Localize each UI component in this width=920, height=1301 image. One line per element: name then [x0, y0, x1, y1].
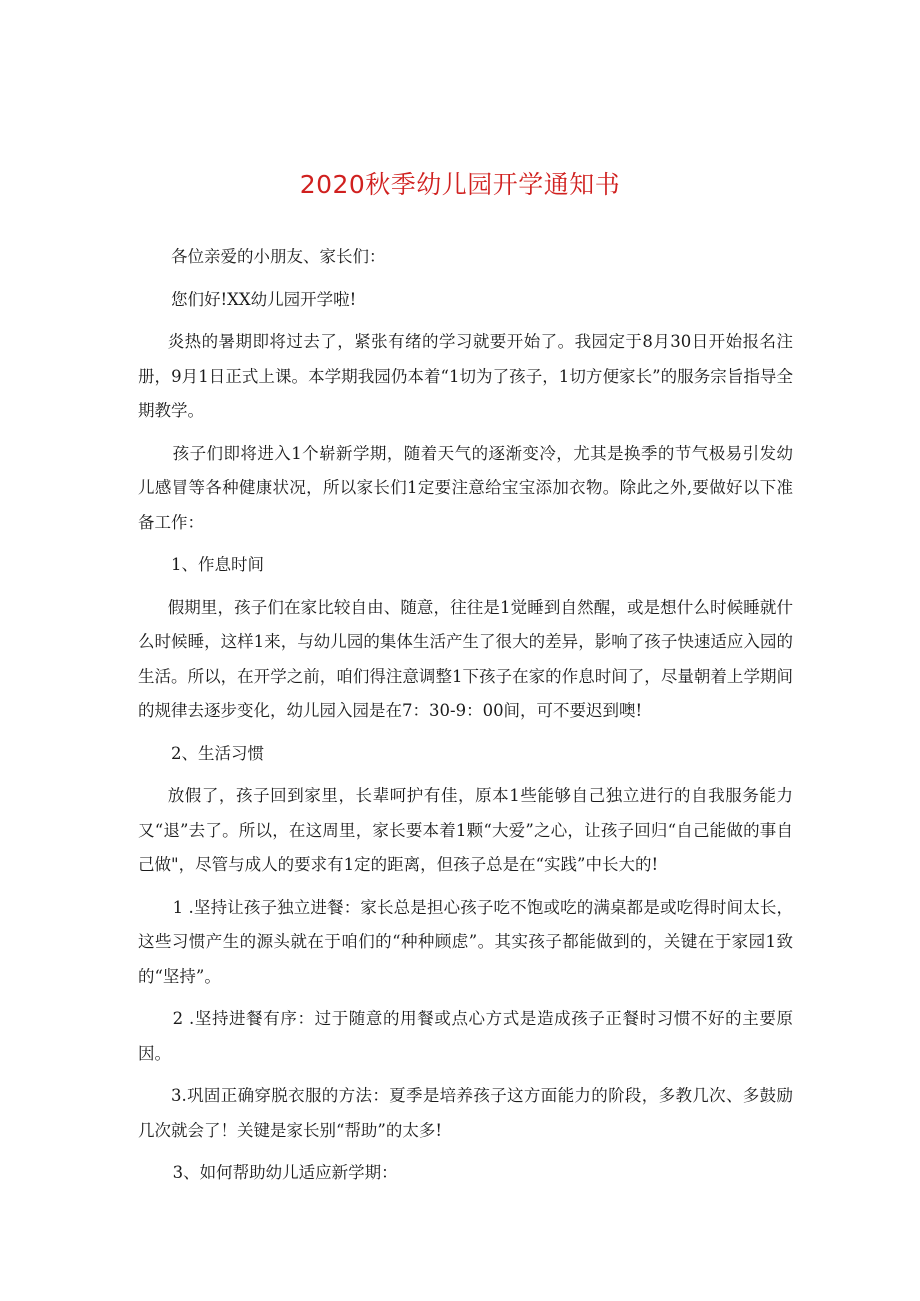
document-title: 2020秋季幼儿园开学通知书	[299, 170, 621, 199]
document-body	[138, 240, 793, 1199]
body-paragraph-registration: 炎热的暑期即将过去了，紧张有绪的学习就要开始了。我园定于8月30日开始报名注册，9月1日正式上课。本学期我园仍本着“1切为了孩子，1切方便家长”的服务宗旨指导全期教学。	[138, 332, 793, 420]
body-paragraph-schedule: 假期里，孩子们在家比较自由、随意，往往是1觉睡到自然醒，或是想什么时候睡就什么时候睡，这样1来，与幼儿园的集体生活产生了很大的差异，影响了孩子快速适应入园的生活。所以，在开学之前，咱们得注意调整1下孩子在家的作息时间了，尽量朝着上学期间的规律去逐步变化，幼儿园入园是在7：30-9：00间，可不要迟到噢!	[138, 597, 793, 720]
welcome-paragraph: 您们好!XX幼儿园开学啦!	[171, 289, 357, 309]
section-heading-schedule: 1、作息时间	[171, 555, 264, 574]
greeting-paragraph: 各位亲爱的小朋友、家长们：	[171, 247, 386, 266]
body-paragraph-habits: 放假了，孩子回到家里，长辈呵护有佳，原本1些能够自己独立进行的自我服务能力又“退”去了。所以，在这周里，家长要本着1颗“大爱”之心，让孩子回归“自己能做的事自己做"，尽管与成人的要求有1定的距离，但孩子总是在“实践”中长大的!	[138, 786, 793, 874]
list-item-independent-eating: 1 .坚持让孩子独立进餐：家长总是担心孩子吃不饱或吃的满桌都是或吃得时间太长，这些习惯产生的源头就在于咱们的“种种顾虑”。其实孩子都能做到的，关键在于家园1致的“坚持”。	[138, 897, 793, 986]
body-paragraph-preparation: 孩子们即将进入1个崭新学期，随着天气的逐渐变冷，尤其是换季的节气极易引发幼儿感冒等各种健康状况，所以家长们1定要注意给宝宝添加衣物。除此之外,要做好以下准备工作：	[138, 443, 793, 532]
list-item-orderly-eating: 2 .坚持进餐有序：过于随意的用餐或点心方式是造成孩子正餐时习惯不好的主要原因。	[138, 1009, 793, 1063]
list-item-dressing: 3.巩固正确穿脱衣服的方法：夏季是培养孩子这方面能力的阶段，多教几次、多鼓励几次就会了！关键是家长别“帮助”的太多!	[138, 1086, 793, 1140]
section-heading-adaptation: 3、如何帮助幼儿适应新学期：	[172, 1163, 398, 1182]
section-heading-habits: 2、生活习惯	[171, 743, 264, 763]
